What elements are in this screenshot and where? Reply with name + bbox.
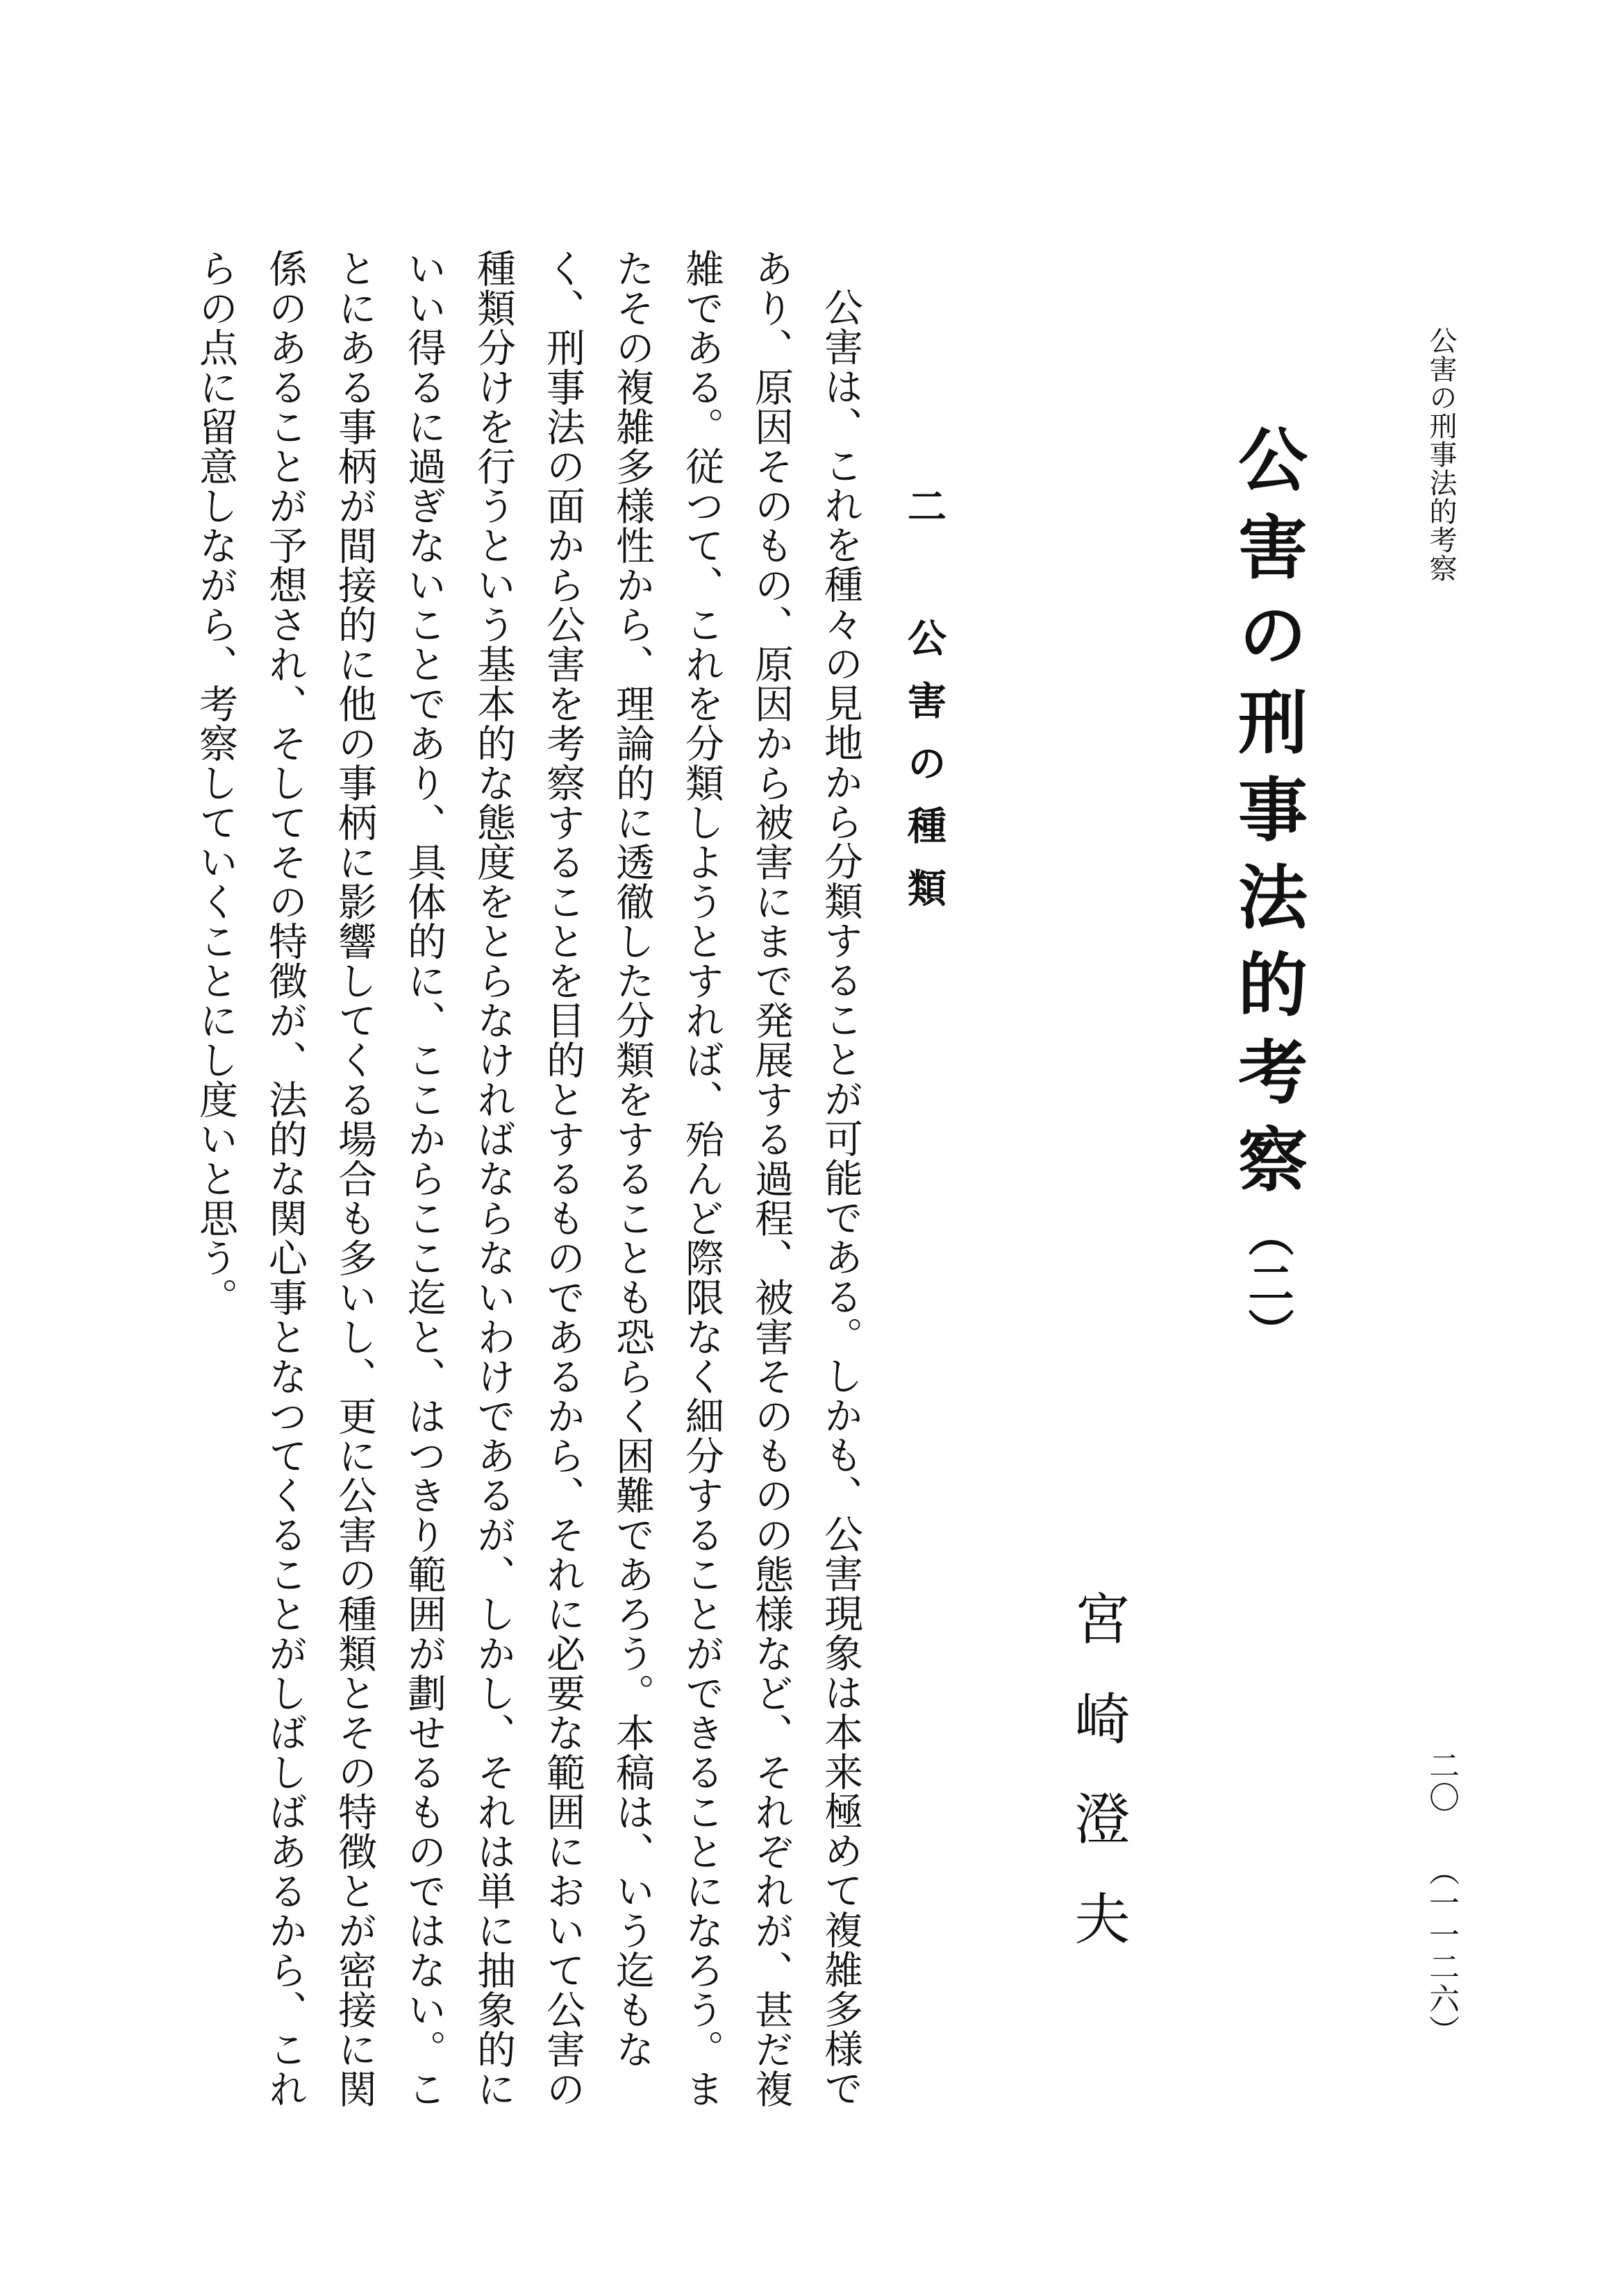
author-name: 宮崎澄夫 xyxy=(1065,1590,1130,1990)
article-title xyxy=(1222,424,1312,1357)
page-number xyxy=(1424,1750,1458,2047)
body-paragraph: 公害は、これを種々の見地から分類することが可能である。しかも、公害現象は本来極めて複雑多様であり、原因そのもの、原因から被害にまで発展する過程、被害そのものの態様など、それぞれが、甚だ複雑である。従つて、これを分類しようとすれば、殆んど際限なく細分することができることになろう。またその複雑多様性から、理論的に透徹した分類をすることも恐らく困難であろう。本稿は、いう迄もなく、刑事法の面から公害を考察することを目的とするものであるから、それに必要な範囲において公害の種類分けを行うという基本的な態度をとらなければならないわけであるが、しかし、それは単に抽象的にいい得るに過ぎないことであり、具体的に、ここからここ迄と、はつきり範囲が劃せるものではない。ことにある事柄が間接的に他の事柄に影響してくる場合も多いし、更に公害の種類とその特徴とが密接に関係のあることが予想され、そしてその特徴が、法的な関心事となつてくることがしばしばあるから、これらの点に留意しながら、考察していくことにし度いと思う。 xyxy=(193,249,863,2109)
body-text xyxy=(193,249,875,2109)
article-title-main: 公害の刑事法的考察 xyxy=(1226,424,1308,1211)
page-number-local: 二〇 xyxy=(1424,1750,1459,1813)
article-title-part: （二） xyxy=(1240,1211,1294,1357)
running-header: 公害の刑事法的考察 xyxy=(1425,326,1457,583)
page-number-overall: （一一二六） xyxy=(1424,1855,1459,2047)
section-heading: 二 公害の種類 xyxy=(901,486,947,930)
